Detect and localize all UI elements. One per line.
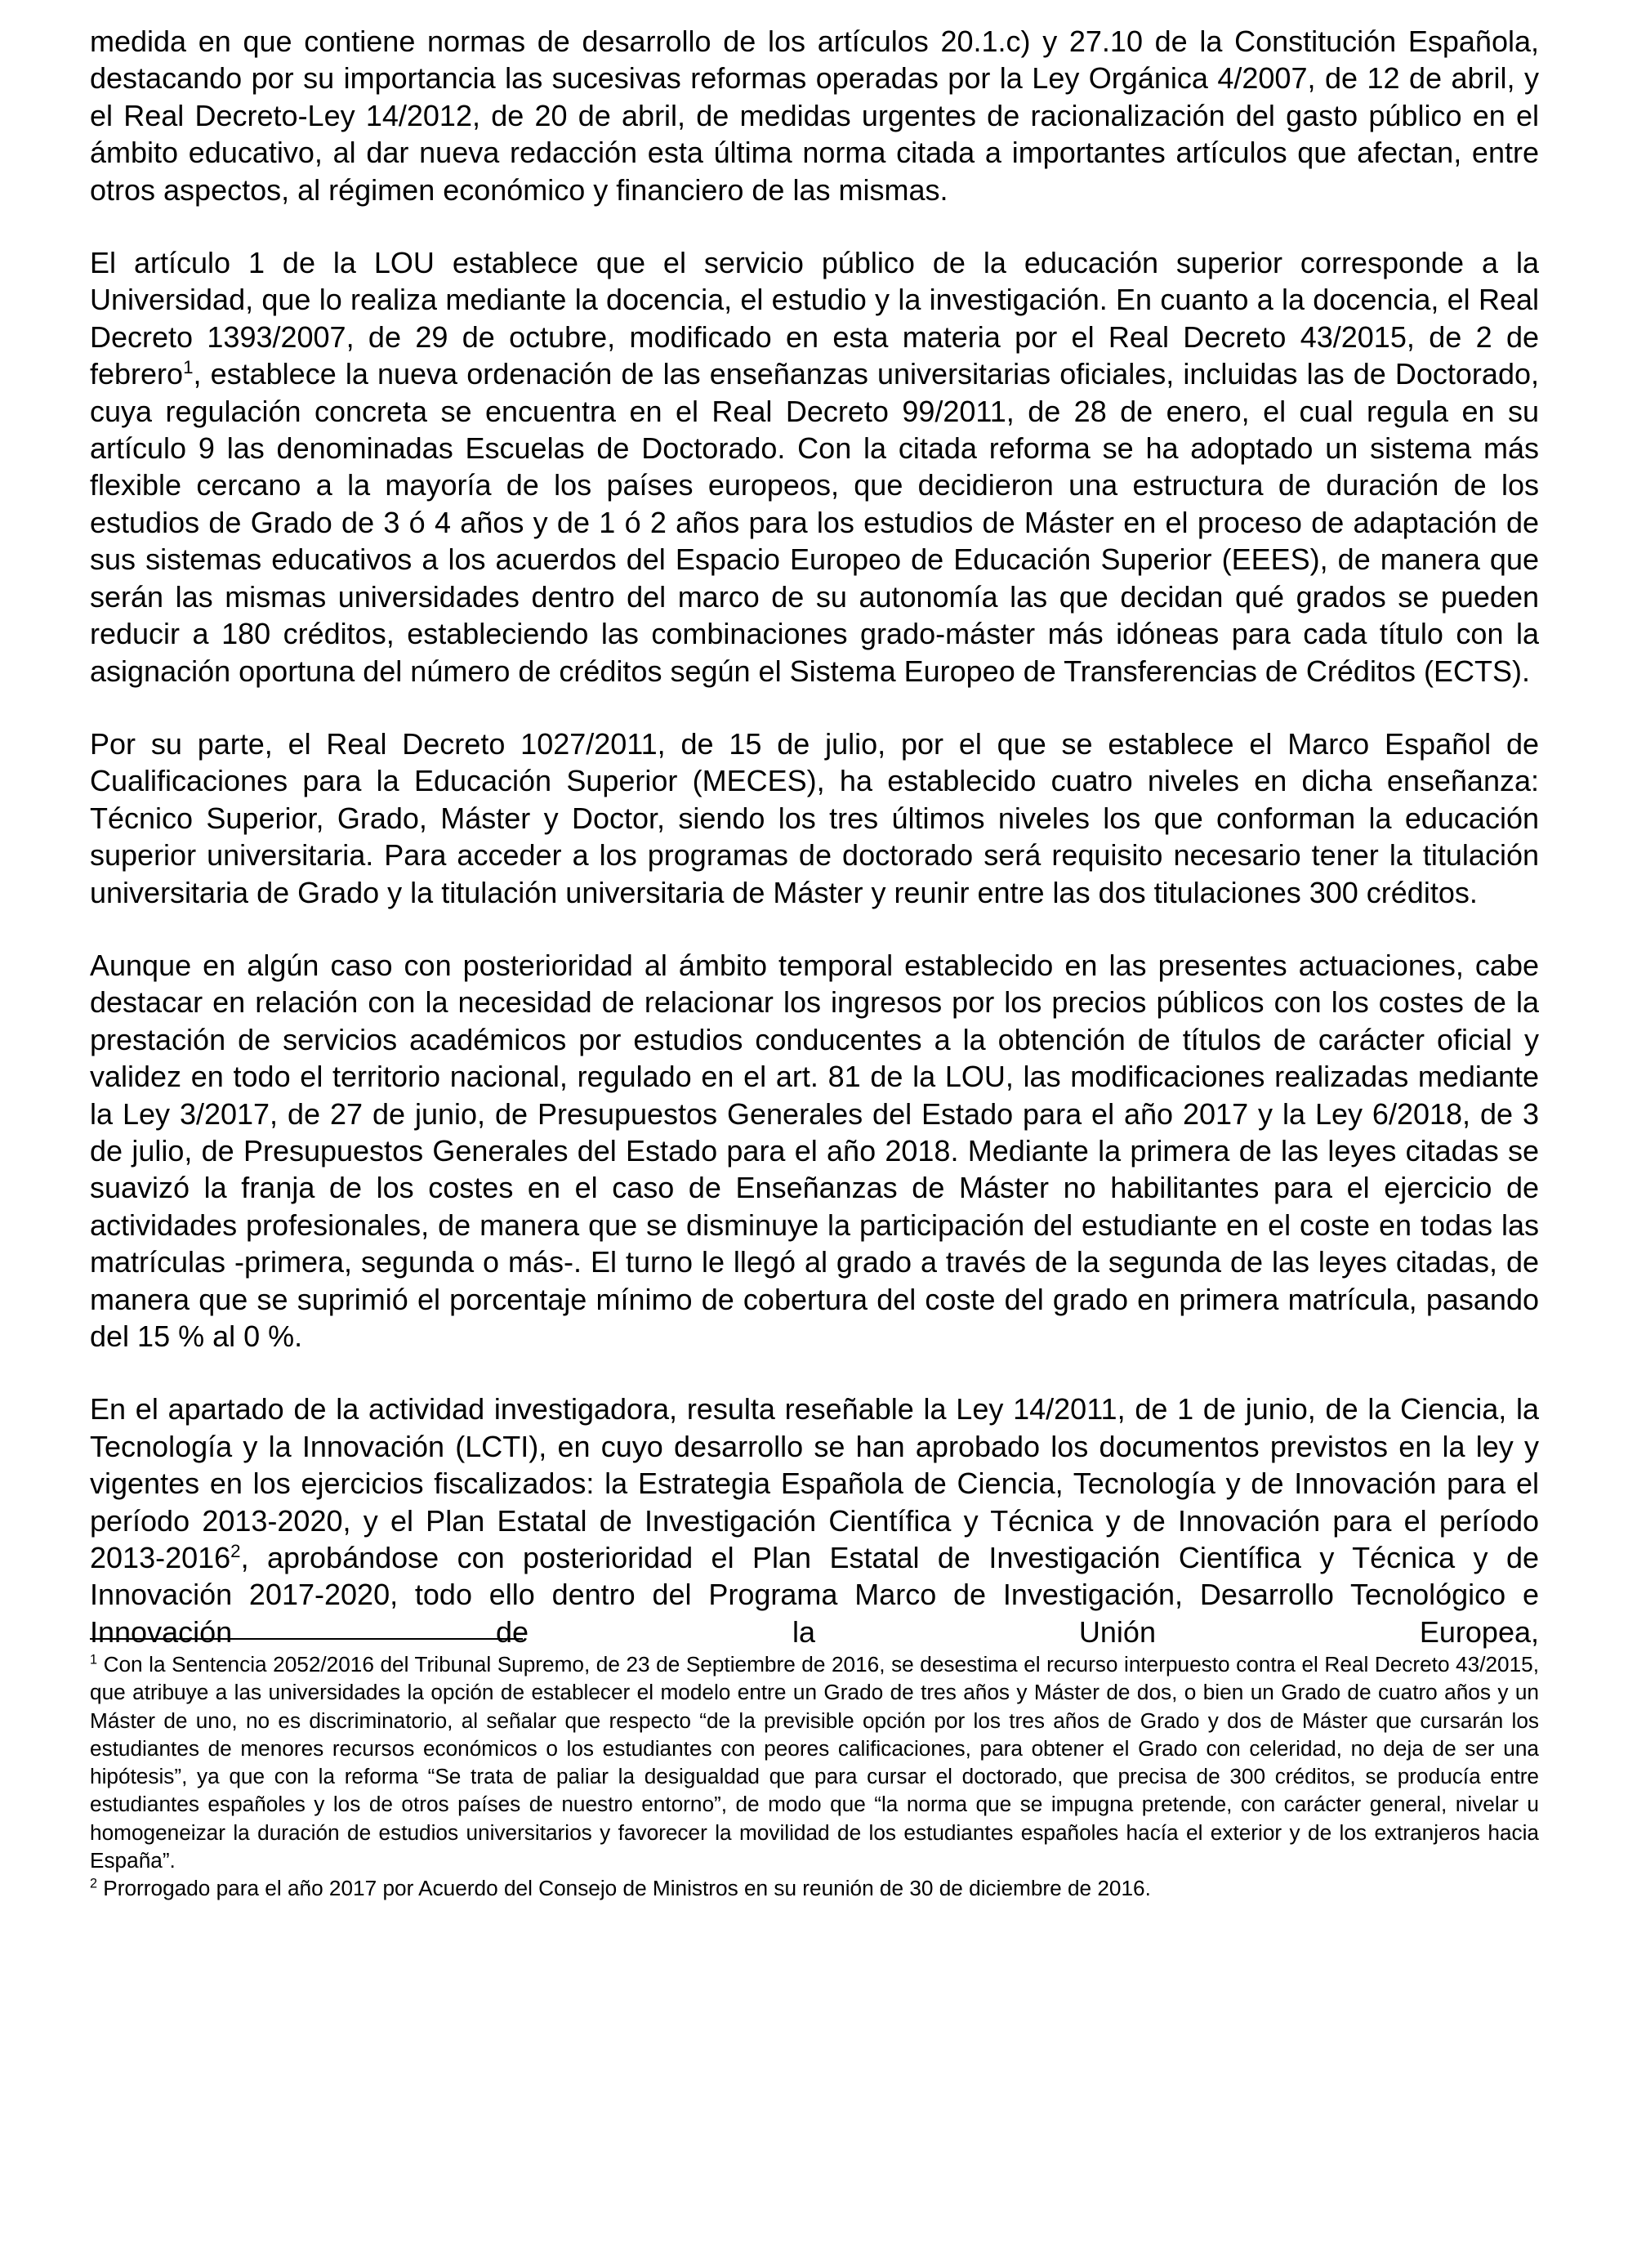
footnote-2 — [90, 1874, 1539, 1902]
paragraph-text: medida en que contiene normas de desarrollo de los artículos 20.1.c) y 27.10 de la Constitución Española, destacando por su importancia las sucesivas reformas operadas por la Ley Orgánica 4/2007, de 12 de abril, y el Real Decreto-Ley 14/2012, de 20 de abril, de medidas urgentes de racionalización del gasto público en el ámbito educativo, al dar nueva redacción esta última norma citada a importantes artículos que afectan, entre otros aspectos, al régimen económico y financiero de las mismas. — [90, 25, 1539, 207]
paragraph-precios-publicos — [90, 947, 1539, 1355]
paragraph-lou-docencia — [90, 244, 1539, 690]
paragraph-investigacion — [90, 1391, 1539, 1650]
paragraph-constitution — [90, 23, 1539, 208]
paragraph-text: Aunque en algún caso con posterioridad al ámbito temporal establecido en las presentes actuaciones, cabe destacar en relación con la necesidad de relacionar los ingresos por los precios públicos con los costes de la prestación de servicios académicos por estudios conducentes a la obtención de títulos de carácter oficial y validez en todo el territorio nacional, regulado en el art. 81 de la LOU, las modificaciones realizadas mediante la Ley 3/2017, de 27 de junio, de Presupuestos Generales del Estado para el año 2017 y la Ley 6/2018, de 3 de julio, de Presupuestos Generales del Estado para el año 2018. Mediante la primera de las leyes citadas se suavizó la franja de los costes en el caso de Enseñanzas de Máster no habilitantes para el ejercicio de actividades profesionales, de manera que se disminuye la participación del estudiante en el coste en todas las matrículas -primera, segunda o más-. El turno le llegó al grado a través de la segunda de las leyes citadas, de manera que se suprimió el porcentaje mínimo de cobertura del coste del grado en primera matrícula, pasando del 15 % al 0 %. — [90, 948, 1539, 1353]
paragraph-text-continued: , aprobándose con posterioridad el Plan Estatal de Investigación Científica y Técnica y de Innovación 2017-2020, todo ello dentro del Programa Marco de Investigación, Desarrollo Tecnológico e Innovación de la Unión Europea, — [90, 1541, 1539, 1649]
footnote-ref-1[interactable]: 1 — [183, 357, 194, 378]
footnote-separator — [90, 1638, 523, 1640]
paragraph-text: Por su parte, el Real Decreto 1027/2011, de 15 de julio, por el que se establece el Marco Español de Cualificaciones para la Educación Superior (MECES), ha establecido cuatro niveles en dicha enseñanza: Técnico Superior, Grado, Máster y Doctor, siendo los tres últimos niveles los que conforman la educación superior universitaria. Para acceder a los programas de doctorado será requisito necesario tener la titulación universitaria de Grado y la titulación universitaria de Máster y reunir entre las dos titulaciones 300 créditos. — [90, 726, 1539, 909]
footnote-text: Con la Sentencia 2052/2016 del Tribunal Supremo, de 23 de Septiembre de 2016, se desestima el recurso interpuesto contra el Real Decreto 43/2015, que atribuye a las universidades la opción de establecer el modelo entre un Grado de tres años y Máster de dos, o bien un Grado de cuatro años y un Máster de uno, no es discriminatorio, al señalar que respecto “de la previsible opción por los tres años de Grado y dos de Máster que cursarán los estudiantes de menores recursos económicos o los estudiantes con peores calificaciones, para obtener el Grado con celeridad, no deja de ser una hipótesis”, ya que con la reforma “Se trata de paliar la desigualdad que para cursar el doctorado, que precisa de 300 créditos, se producía entre estudiantes españoles y los de otros países de nuestro entorno”, de modo que “la norma que se impugna pretende, con carácter general, nivelar u homogeneizar la duración de estudios universitarios y favorecer la movilidad de los estudiantes españoles hacía el exterior y de los extranjeros hacia España”. — [90, 1652, 1539, 1873]
document-body — [90, 23, 1539, 1650]
footnote-text: Prorrogado para el año 2017 por Acuerdo del Consejo de Ministros en su reunión de 30 de diciembre de 2016. — [97, 1876, 1151, 1901]
footnote-ref-2[interactable]: 2 — [230, 1541, 241, 1562]
footnote-number: 2 — [90, 1876, 98, 1891]
footnote-1 — [90, 1650, 1539, 1874]
paragraph-text: El artículo 1 de la LOU establece que el servicio público de la educación superior corresponde a la Universidad, que lo realiza mediante la docencia, el estudio y la investigación. En cuanto a la docencia, el Real Decreto 1393/2007, de 29 de octubre, modificado en esta materia por el Real Decreto 43/2015, de 2 de febrero — [90, 246, 1539, 391]
footnote-number: 1 — [90, 1652, 98, 1668]
paragraph-text-continued: , establece la nueva ordenación de las enseñanzas universitarias oficiales, incluidas las de Doctorado, cuya regulación concreta se encuentra en el Real Decreto 99/2011, de 28 de enero, el cual regula en su artículo 9 las denominadas Escuelas de Doctorado. Con la citada reforma se ha adoptado un sistema más flexible cercano a la mayoría de los países europeos, que decidieron una estructura de duración de los estudios de Grado de 3 ó 4 años y de 1 ó 2 años para los estudios de Máster en el proceso de adaptación de sus sistemas educativos a los acuerdos del Espacio Europeo de Educación Superior (EEES), de manera que serán las mismas universidades dentro del marco de su autonomía las que decidan qué grados se pueden reducir a 180 créditos, estableciendo las combinaciones grado-máster más idóneas para cada título con la asignación oportuna del número de créditos según el Sistema Europeo de Transferencias de Créditos (ECTS). — [90, 357, 1539, 688]
paragraph-text: En el apartado de la actividad investigadora, resulta reseñable la Ley 14/2011, de 1 de junio, de la Ciencia, la Tecnología y la Innovación (LCTI), en cuyo desarrollo se han aprobado los documentos previstos en la ley y vigentes en los ejercicios fiscalizados: la Estrategia Española de Ciencia, Tecnología y de Innovación para el período 2013-2020, y el Plan Estatal de Investigación Científica y Técnica y de Innovación para el período 2013-2016 — [90, 1392, 1539, 1575]
paragraph-meces — [90, 725, 1539, 911]
footnotes — [90, 1650, 1539, 1903]
